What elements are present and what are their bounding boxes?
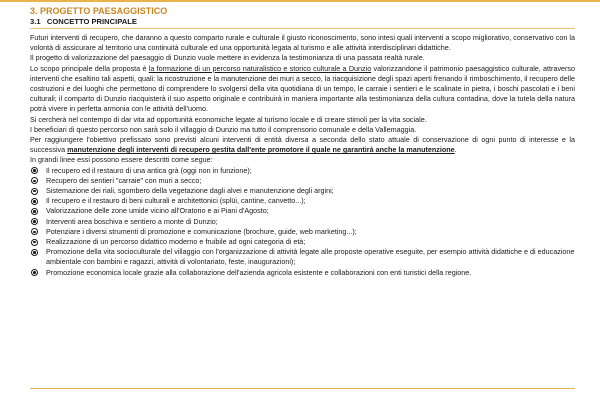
list-item-text: Valorizzazione delle zone umide vicino all'Oratorio e ai Piani d'Agosto; (46, 206, 269, 216)
list-item (30, 206, 575, 216)
bullet-icon (31, 208, 38, 215)
bullet-icon (31, 269, 38, 276)
list-item (30, 227, 575, 237)
list-item (30, 186, 575, 196)
paragraph-3-underlined: la formazione di un percorso naturalistico e storico culturale a Dunzio (148, 63, 372, 73)
list-item-text: Potenziare i diversi strumenti di promozione e comunicazione (brochure, guide, web marketing...); (46, 226, 357, 236)
bullet-icon (31, 218, 38, 225)
list-item-text: Promozione della vita socioculturale del villaggio con l'organizzazione di attività legate alle proposte operative eseguite, per esempio attività didattiche e di educazione ambientale con bambini e ragazzi, attività di volontariato, feste, inaugurazioni); (46, 247, 575, 267)
section-heading: 3. PROGETTO PAESAGGISTICO (30, 6, 168, 16)
list-item-text: Sistemazione dei riali, sgombero della vegetazione dagli alvei e manutenzione degli argini; (46, 186, 334, 196)
bullet-icon (31, 239, 38, 246)
subsection-number: 3.1 (30, 17, 41, 26)
subsection-title: CONCETTO PRINCIPALE (46, 17, 137, 26)
list-item-text: Realizzazione di un percorso didattico moderno e fruibile ad ogni categoria di età; (46, 237, 306, 247)
list-item (30, 247, 575, 267)
paragraph-7: In grandi linee essi possono essere descritti come segue: (30, 155, 213, 165)
interventions-list (30, 166, 575, 278)
paragraph-3-lead: Lo scopo principale della proposta è (30, 63, 149, 73)
bullet-icon (31, 167, 38, 174)
paragraph-6-lead: Per raggiungere l'obiettivo prefissato sono previsti alcuni interventi di entità diversa a seconda dello stato attuale di conservazione di ogni punto di interesse e la successiva (30, 135, 575, 155)
list-item (30, 217, 575, 227)
paragraph-3 (30, 64, 575, 115)
bullet-icon (31, 177, 38, 184)
bullet-icon (31, 249, 38, 256)
paragraph-3-rest: valorizzandone il patrimonio paesaggistico culturale, attraverso interventi che esaltino tali aspetti, quali: la ricostruzione e la manutenzione dei muri a secco, la riacquisizione degli spazi aperti frenando il rimboschimento, il recupero delle costruzioni e dei luoghi che permettono di comprendere lo svolgersi della vita quotidiana di un tempo, le carraie i sentieri e le scalinate in pietra, i boschi pascolati e i beni culturali; il comparto di Dunzio riacquisterà il suo aspetto originale e contribuirà in maniera importante alla testimonianza della cultura contadina, dove la tutela della natura potrà vivere in perfetta armonia con le attività dell'uomo. (30, 63, 576, 114)
list-item (30, 166, 575, 176)
paragraph-6-end: . (454, 145, 457, 155)
paragraph-2: Il progetto di valorizzazione del paesaggio di Dunzio vuole mettere in evidenza la testimonianza di una passata realtà rurale. (30, 53, 425, 63)
bullet-icon (31, 228, 38, 235)
list-item-text: Recupero dei sentieri "carraie" con muri a secco; (46, 175, 202, 185)
bottom-rule (30, 388, 575, 389)
list-item (30, 237, 575, 247)
list-item-text: Interventi area boschiva e sentiero a monte di Dunzio; (46, 216, 218, 226)
paragraph-4: Si cercherà nel contempo di dar vita ad opportunità economiche legate al turismo locale e di creare stimoli per la vita sociale. (30, 114, 427, 124)
list-item-text: Promozione economica locale grazie alla collaborazione dell'azienda agricola esistente e collaborazioni con enti turistici della regione. (46, 267, 472, 277)
bullet-icon (31, 198, 38, 205)
bullet-icon (31, 188, 38, 195)
subsection-heading (30, 17, 575, 29)
document-page (30, 6, 575, 278)
list-item-text: Il recupero e il restauro di beni culturali e architettonici (splüi, cantine, canvetto...); (46, 196, 306, 206)
top-rule (0, 0, 600, 2)
paragraph-5: I beneficiari di questo percorso non sarà solo il villaggio di Dunzio ma tutto il comprensorio comunale e della Vallemaggia. (30, 124, 417, 134)
paragraph-6 (30, 135, 575, 155)
list-item (30, 268, 575, 278)
list-item (30, 196, 575, 206)
list-item-text: Il recupero ed il restauro di una antica grà (oggi non in funzione); (46, 165, 252, 175)
paragraph-1: Futuri interventi di recupero, che daranno a questo comparto rurale e culturale il giusto riconoscimento, sono intesi quali interventi a scopo migliorativo, conservativo con la volontà di assicurare al territorio una continuità culturale ed una opportunità legata al turismo e alle attività interdisciplinari didattiche. (30, 33, 575, 53)
list-item (30, 176, 575, 186)
paragraph-6-emphasis: manutenzione degli interventi di recupero gestita dall'ente promotore il quale ne garantirà anche la manutenzione (67, 145, 455, 155)
